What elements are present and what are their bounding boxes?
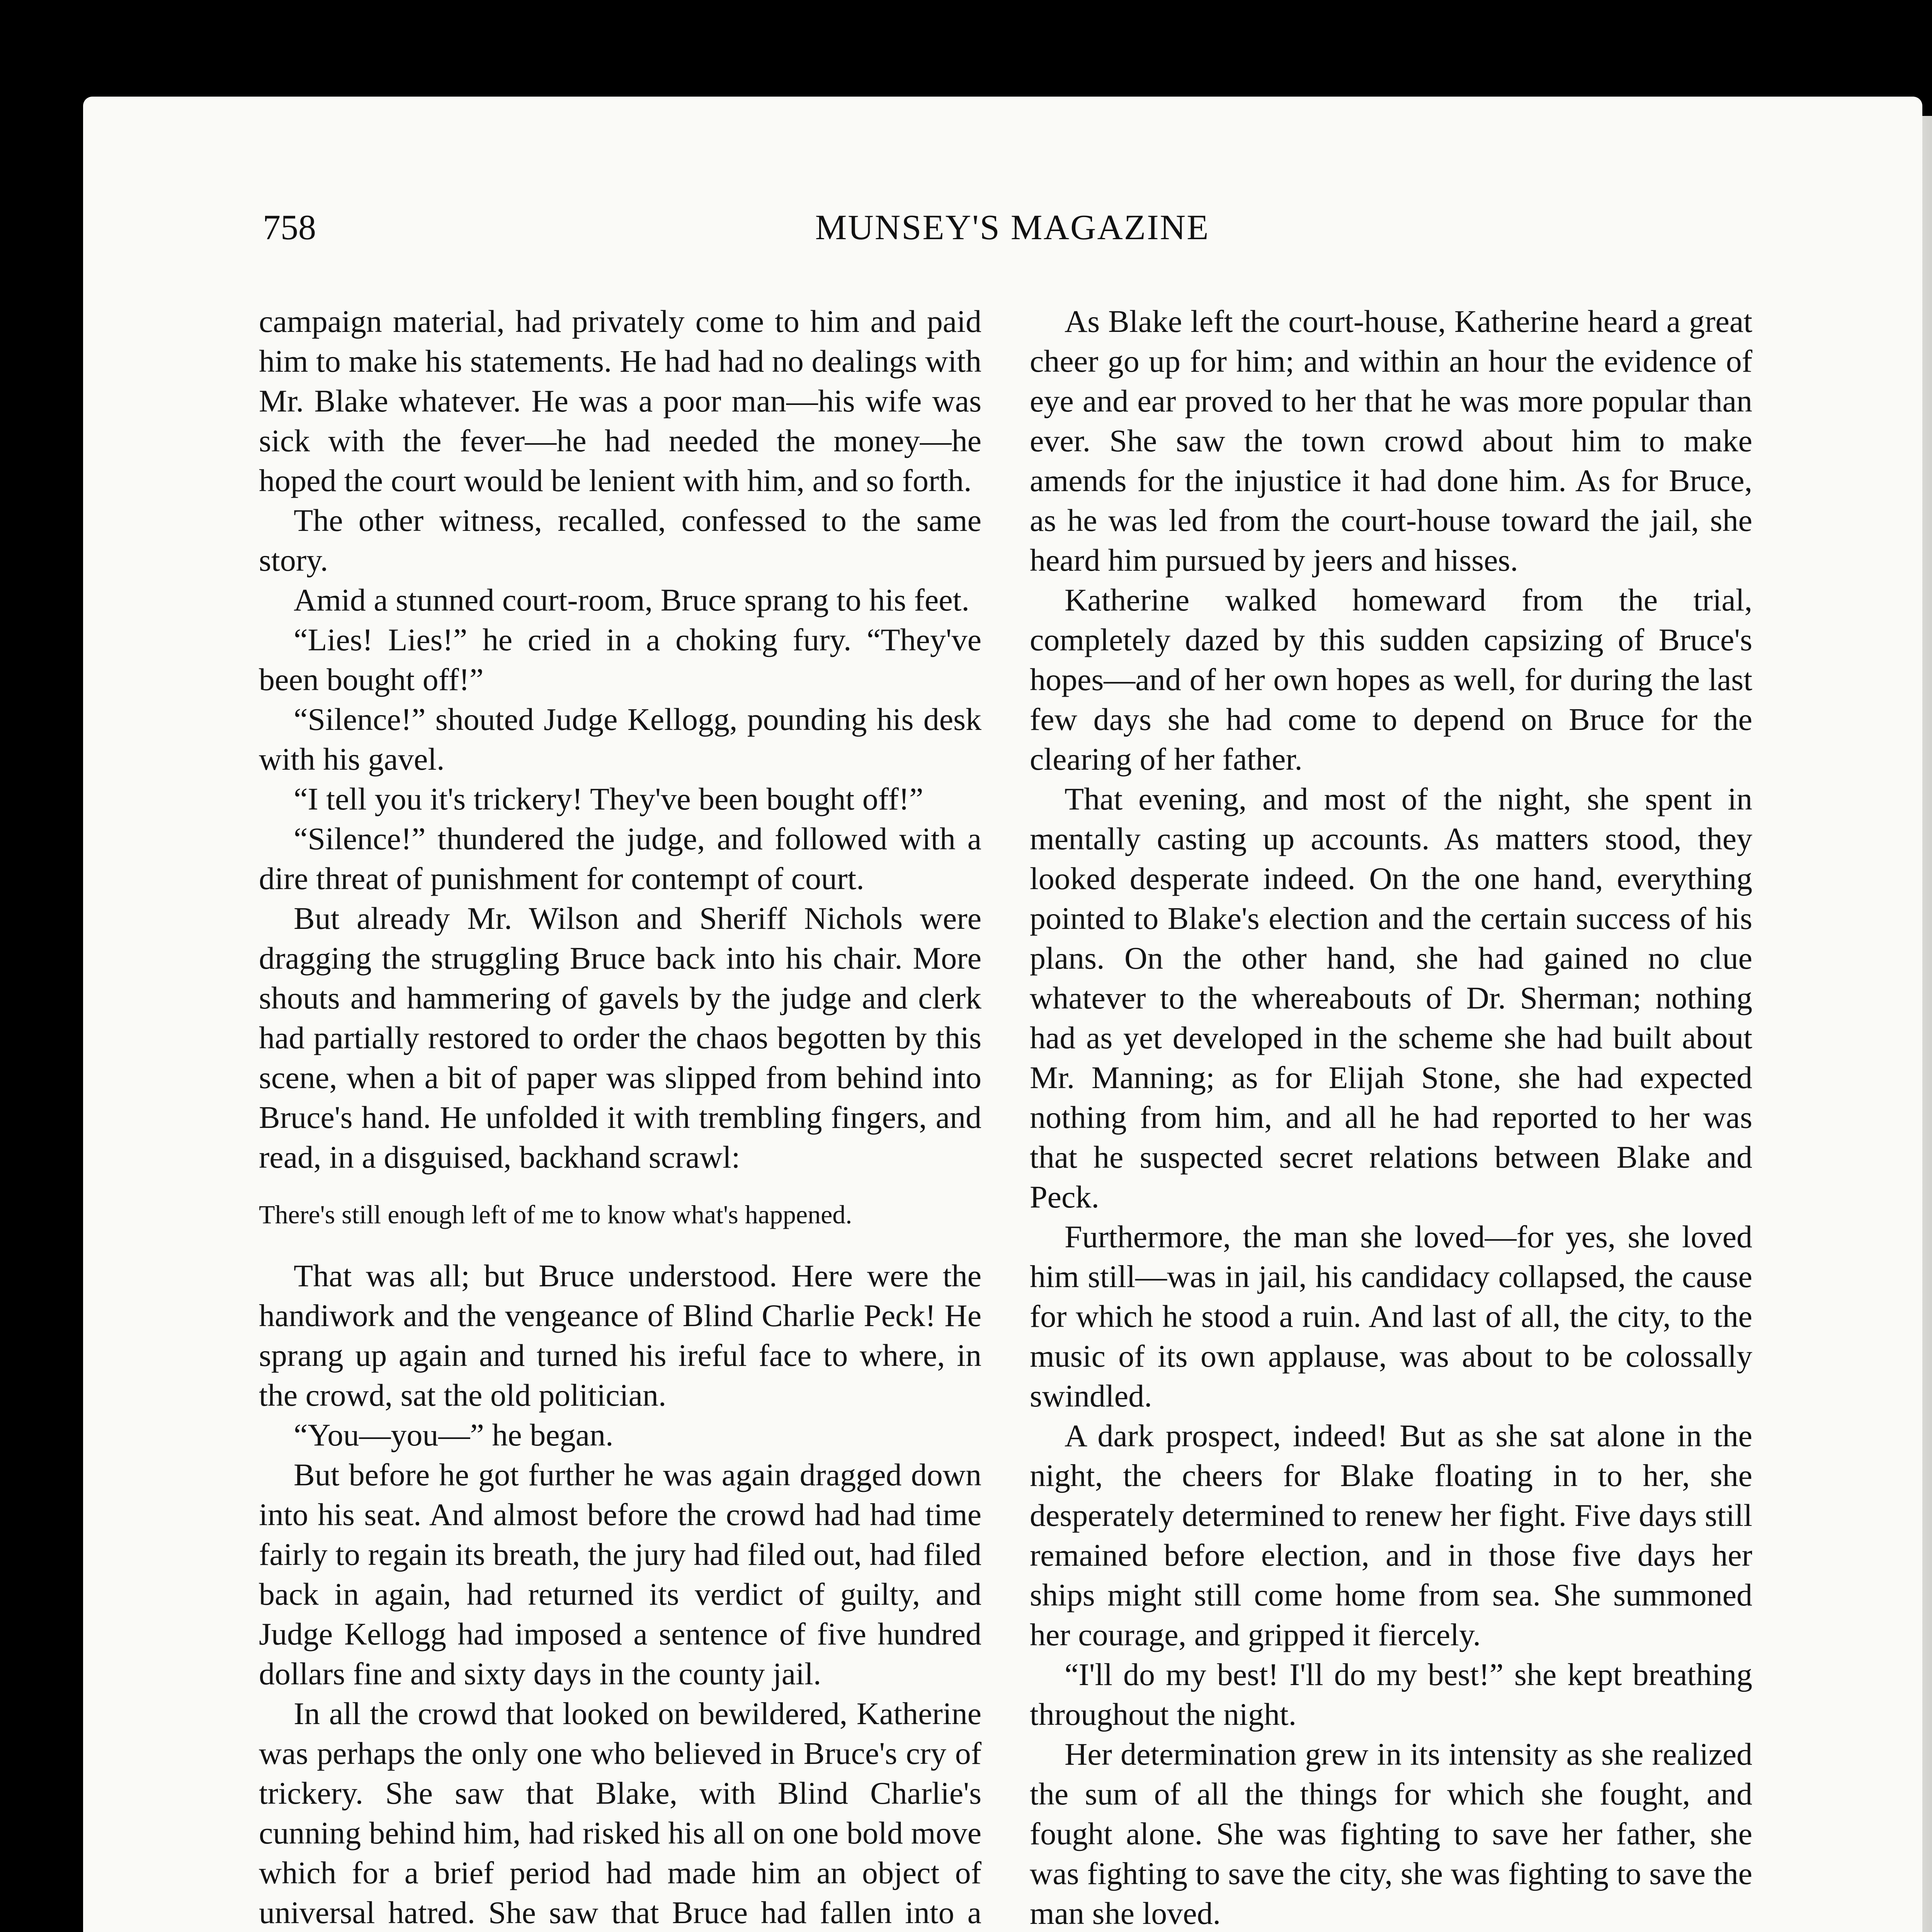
paragraph: “I'll do my best! I'll do my best!” she kept breathing throughout the night. — [1030, 1657, 1752, 1732]
paragraph: In all the crowd that looked on bewildered, Katherine was perhaps the only one who believed in Bruce's cry of trickery. She saw that Blake, with Blind Charlie's cunning behind him, had risked his all on one bold move which for a brief period had made him an object of universal hatred. She saw that Bruce had fallen into a — [259, 1696, 981, 1930]
paragraph: Katherine walked homeward from the trial, completely dazed by this sudden capsizing of Bruce's hopes—and of her own hopes as well, for during the last few days she had come to depend on Bruce for the clearing of her father. — [1030, 582, 1752, 777]
paragraph: “Silence!” shouted Judge Kellogg, pounding his desk with his gavel. — [259, 702, 981, 777]
page-header — [263, 207, 1762, 257]
paragraph: “I tell you it's trickery! They've been bought off!” — [294, 781, 923, 816]
paragraph: Amid a stunned court-room, Bruce sprang to his feet. — [294, 582, 969, 617]
page-gutter — [1922, 116, 1932, 1932]
paragraph: But already Mr. Wilson and Sheriff Nichols were dragging the struggling Bruce back into his chair. More shouts and hammering of gavels by the judge and clerk had partially restored to order the chaos begotten by this scene, when a bit of paper was slipped from behind into Bruce's hand. He unfolded it with trembling fingers, and read, in a disguised, backhand scrawl: — [259, 901, 981, 1175]
paragraph: But before he got further he was again dragged down into his seat. And almost before the crowd had had time fairly to regain its breath, the jury had filed out, had filed back in again, had returned its verdict of guilty, and Judge Kellogg had imposed a sentence of five hundred dollars fine and sixty days in the county jail. — [259, 1457, 981, 1691]
paragraph: “Lies! Lies!” he cried in a choking fury. “They've been bought off!” — [259, 622, 981, 697]
paragraph: “Silence!” thundered the judge, and followed with a dire threat of punishment for contempt of court. — [259, 821, 981, 896]
running-title: MUNSEY'S MAGAZINE — [815, 207, 1210, 247]
paragraph: “You—you—” he began. — [294, 1417, 614, 1452]
paragraph: That evening, and most of the night, she spent in mentally casting up accounts. As matters stood, they looked desperate indeed. On the one hand, everything pointed to Blake's election and the certain success of his plans. On the other hand, she had gained no clue whatever to the whereabouts of Dr. Sherman; nothing had as yet developed in the scheme she had built about Mr. Manning; as for Elijah Stone, she had expected nothing from him, and all he had reported to her was that he suspected secret relations between Blake and Peck. — [1030, 781, 1752, 1214]
paragraph: As Blake left the court-house, Katherine heard a great cheer go up for him; and within an hour the evidence of eye and ear proved to her that he was more popular than ever. She saw the town crowd about him to make amends for the injustice it had done him. As for Bruce, as he was led from the court-house toward the jail, she heard him pursued by jeers and hisses. — [1030, 304, 1752, 578]
page-number: 758 — [263, 207, 316, 247]
paragraph: campaign material, had privately come to him and paid him to make his statements. He had had no dealings with Mr. Blake whatever. He was a poor man—his wife was sick with the fever—he had needed the money—he hoped the court would be lenient with him, and so forth. — [259, 304, 981, 498]
paragraph: A dark prospect, indeed! But as she sat alone in the night, the cheers for Blake floating in to her, she desperately determined to renew her fight. Five days still remained before election, and in those five days her ships might still come home from sea. She summoned her courage, and gripped it fiercely. — [1030, 1418, 1752, 1652]
right-column — [1030, 301, 1752, 1932]
left-column — [259, 301, 981, 1932]
paragraph: Furthermore, the man she loved—for yes, she loved him still—was in jail, his candidacy collapsed, the cause for which he stood a ruin. And last of all, the city, to the music of its own applause, was about to be colossally swindled. — [1030, 1219, 1752, 1413]
paragraph: The other witness, recalled, confessed to the same story. — [259, 503, 981, 578]
note-quote: There's still enough left of me to know what's happened. — [259, 1200, 852, 1229]
paragraph: That was all; but Bruce understood. Here were the handiwork and the vengeance of Blind Charlie Peck! He sprang up again and turned his ireful face to where, in the crowd, sat the old politician. — [259, 1258, 981, 1413]
paragraph: Her determination grew in its intensity as she realized the sum of all the things for which she fought, and fought alone. She was fighting to save her father, she was fighting to save the city, she was fighting to save the man she loved. — [1030, 1736, 1752, 1931]
